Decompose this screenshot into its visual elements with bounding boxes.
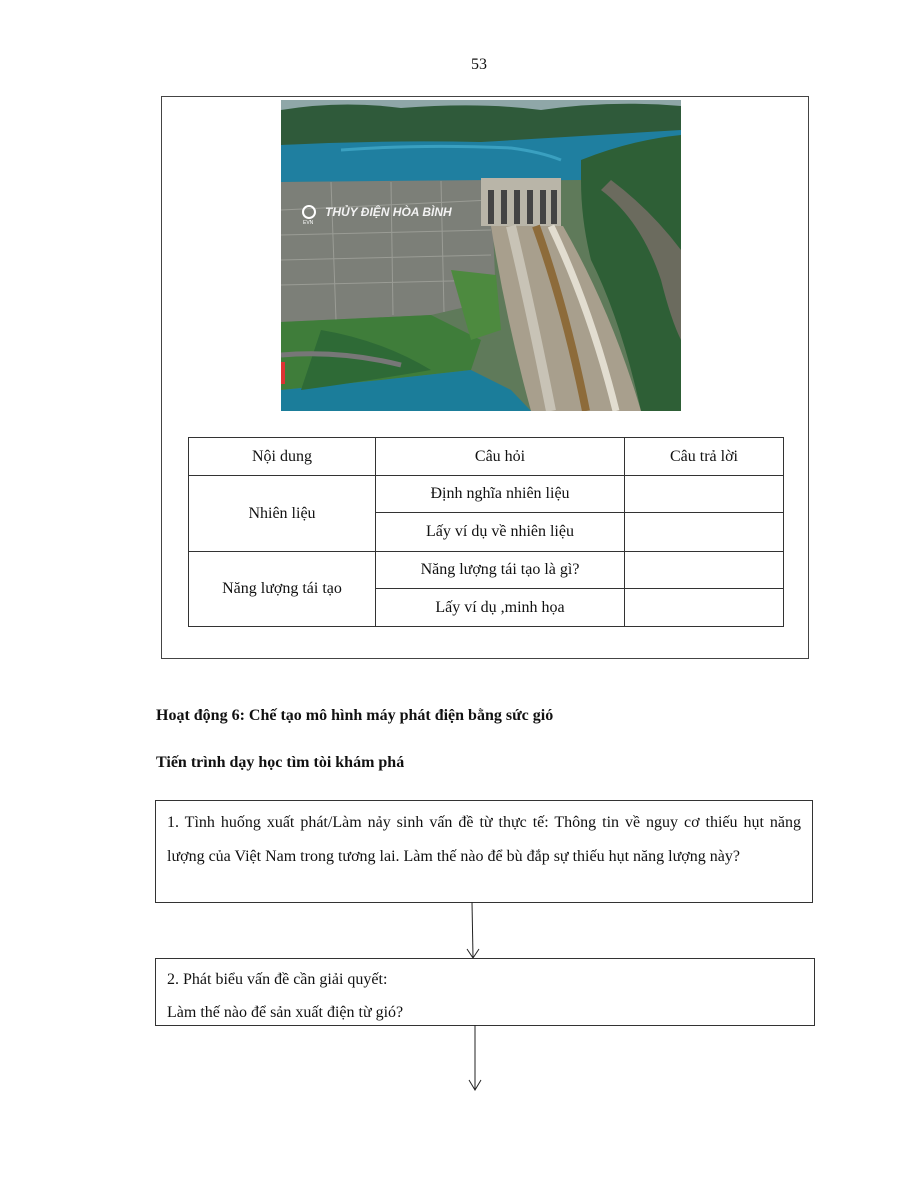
question-table: [188, 437, 784, 627]
table-header-row: [189, 438, 784, 476]
down-arrow-icon: [467, 1025, 487, 1091]
header-question: Câu hỏi: [376, 438, 625, 476]
flow-step-2-title: 2. Phát biểu vấn đề cần giải quyết:: [167, 971, 388, 988]
table-row: [189, 476, 784, 513]
process-title: Tiến trình dạy học tìm tòi khám phá: [156, 754, 405, 771]
answer-cell: [625, 476, 784, 513]
question-cell: Định nghĩa nhiên liệu: [376, 476, 625, 513]
header-answer: Câu trả lời: [625, 438, 784, 476]
content-cell-renewable: Năng lượng tái tạo: [189, 552, 376, 627]
flow-step-2: [155, 958, 815, 1026]
header-content: Nội dung: [189, 438, 376, 476]
answer-cell: [625, 589, 784, 627]
dam-sign-text: THỦY ĐIỆN HÒA BÌNH: [325, 205, 452, 219]
down-arrow-icon: [464, 902, 484, 960]
figure-frame: [161, 96, 809, 659]
page-number: 53: [471, 56, 487, 73]
table-row: [189, 552, 784, 589]
flow-step-2-question: Làm thế nào để sản xuất điện từ gió?: [167, 1004, 404, 1021]
activity-title: Hoạt động 6: Chế tạo mô hình máy phát điện bằng sức gió: [156, 707, 554, 724]
flow-step-1: 1. Tình huống xuất phát/Làm nảy sinh vấn đề từ thực tế: Thông tin về nguy cơ thiếu hụt năng lượng của Việt Nam trong tương lai. Làm thế nào để bù đắp sự thiếu hụt năng lượng này?: [155, 800, 813, 903]
question-cell: Năng lượng tái tạo là gì?: [376, 552, 625, 589]
question-cell: Lấy ví dụ ,minh họa: [376, 589, 625, 627]
content-cell-fuel: Nhiên liệu: [189, 476, 376, 552]
evn-logo-text: EVN: [303, 220, 314, 226]
dam-photo: [281, 100, 681, 411]
answer-cell: [625, 552, 784, 589]
question-cell: Lấy ví dụ về nhiên liệu: [376, 513, 625, 552]
answer-cell: [625, 513, 784, 552]
